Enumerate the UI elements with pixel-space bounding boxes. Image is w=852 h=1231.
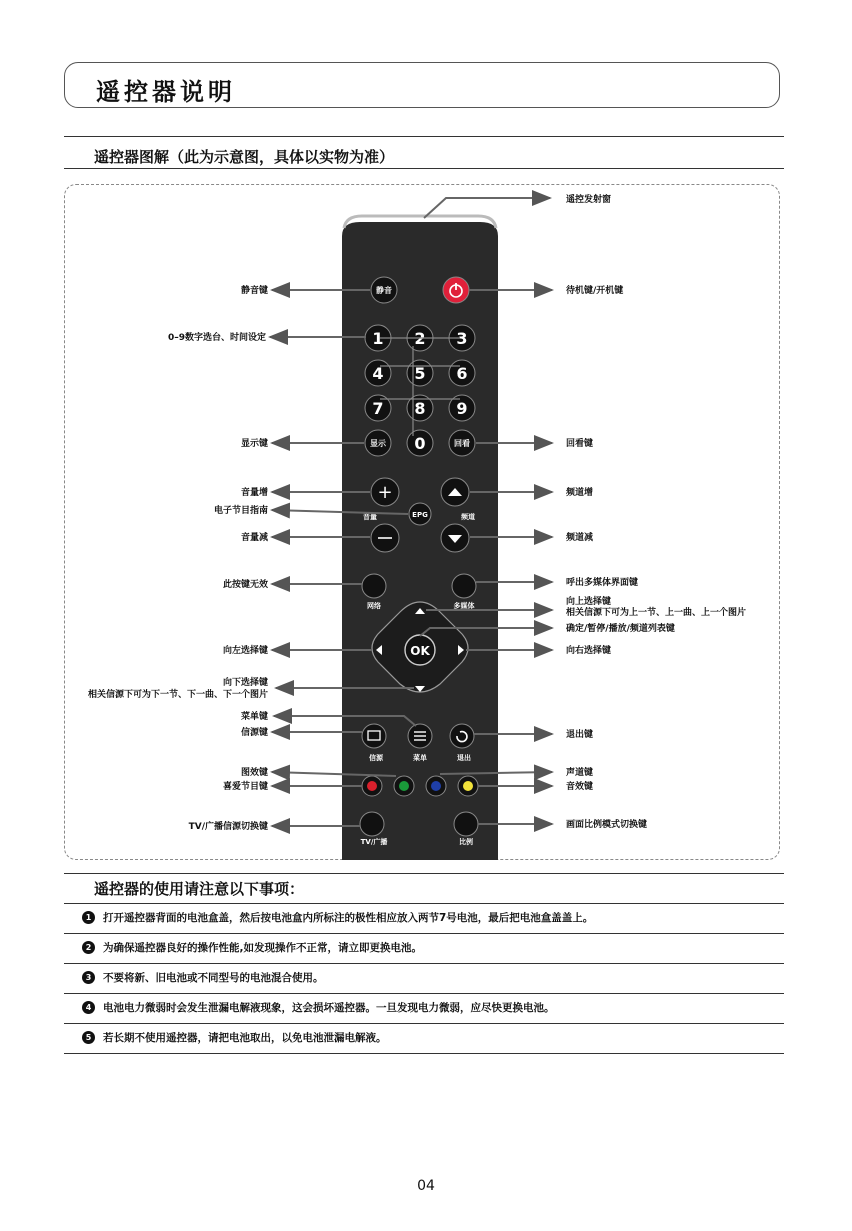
- svg-text:显示: 显示: [370, 439, 386, 448]
- note-item: 1 打开遥控器背面的电池盒盖，然后按电池盒内所标注的极性相应放入两节7号电池，最后把电池盒盖盖上。: [82, 910, 593, 925]
- remote-body: [342, 222, 498, 860]
- svg-text:退出: 退出: [457, 754, 471, 762]
- red-dot: [367, 781, 377, 791]
- label-audio-ch: 声道键: [566, 768, 594, 778]
- green-dot: [399, 781, 409, 791]
- tv-button: [360, 812, 384, 836]
- label-exit: 退出键: [566, 730, 594, 740]
- multimedia-button: [452, 574, 476, 598]
- volume-label: 音量: [363, 513, 377, 521]
- source-button: [362, 724, 386, 748]
- yellow-dot: [463, 781, 473, 791]
- channel-label: 频道: [461, 513, 475, 521]
- svg-text:0: 0: [414, 434, 426, 453]
- svg-text:7: 7: [372, 399, 384, 418]
- network-button: [362, 574, 386, 598]
- svg-text:菜单: 菜单: [413, 754, 427, 762]
- divider: [64, 1023, 784, 1024]
- divider: [64, 993, 784, 994]
- label-ok: 确定/暂停/播放/频道列表键: [566, 624, 675, 634]
- svg-text:5: 5: [414, 364, 426, 383]
- exit-button: [450, 724, 474, 748]
- label-right: 向右选择键: [566, 646, 612, 656]
- page-title: 遥控器说明: [96, 77, 236, 106]
- svg-text:网络: 网络: [367, 602, 381, 610]
- label-picture: 图效键: [240, 768, 268, 778]
- page-number: 04: [417, 1178, 435, 1194]
- svg-text:1: 1: [372, 329, 384, 348]
- svg-text:信源: 信源: [369, 754, 383, 762]
- label-menu: 菜单键: [240, 712, 268, 722]
- section-title: 遥控器图解（此为示意图，具体以实物为准）: [94, 148, 395, 166]
- label-vol-down: 音量减: [240, 533, 268, 543]
- label-ratio: 画面比例模式切换键: [566, 820, 648, 830]
- label-favorite: 喜爱节目键: [222, 782, 268, 792]
- svg-text:多媒体: 多媒体: [453, 602, 475, 610]
- divider: [64, 1053, 784, 1054]
- blue-dot: [431, 781, 441, 791]
- label-recall: 回看键: [566, 439, 594, 449]
- note-item: 3 不要将新、旧电池或不同型号的电池混合使用。: [82, 970, 324, 985]
- label-ch-up: 频道增: [566, 488, 594, 498]
- svg-text:比例: 比例: [459, 838, 473, 846]
- svg-text:3: 3: [456, 329, 468, 348]
- label-digits: 0–9数字选台、时间设定: [167, 333, 266, 343]
- svg-text:TV/广播: TV/广播: [360, 838, 388, 846]
- svg-text:OK: OK: [410, 644, 430, 658]
- divider: [64, 903, 784, 904]
- label-ch-down: 频道减: [566, 533, 594, 543]
- mute-button-label: 静音: [376, 286, 392, 295]
- label-down-1: 向下选择键: [222, 678, 268, 688]
- label-down-2: 相关信源下可为下一节、下一曲、下一个图片: [87, 690, 268, 700]
- svg-text:回看: 回看: [454, 439, 470, 448]
- divider: [64, 873, 784, 874]
- label-source: 信源键: [240, 728, 268, 738]
- label-up-1: 向上选择键: [566, 597, 612, 607]
- svg-text:+: +: [377, 482, 393, 503]
- label-invalid: 此按键无效: [222, 580, 268, 590]
- label-up-2: 相关信源下可为上一节、上一曲、上一个图片: [566, 608, 747, 618]
- svg-text:2: 2: [414, 329, 426, 348]
- svg-text:9: 9: [456, 399, 468, 418]
- note-item: 2 为确保遥控器良好的操作性能,如发现操作不正常，请立即更换电池。: [82, 940, 422, 955]
- label-emitter: 遥控发射窗: [566, 195, 612, 205]
- label-vol-up: 音量增: [240, 488, 268, 498]
- svg-text:EPG: EPG: [412, 511, 428, 519]
- label-sound: 音效键: [566, 782, 594, 792]
- divider: [64, 933, 784, 934]
- label-multimedia: 呼出多媒体界面键: [566, 578, 639, 588]
- label-mute: 静音键: [240, 286, 268, 296]
- label-left: 向左选择键: [222, 646, 268, 656]
- note-item: 4 电池电力微弱时会发生泄漏电解液现象，这会损坏遥控器。一旦发现电力微弱，应尽快更换电池。: [82, 1000, 555, 1015]
- label-power: 待机键/开机键: [566, 286, 624, 296]
- notes-title: 遥控器的使用请注意以下事项：: [94, 880, 305, 898]
- divider: [64, 963, 784, 964]
- ratio-button: [454, 812, 478, 836]
- label-tv: TV/广播信源切换键: [188, 822, 268, 832]
- svg-text:6: 6: [456, 364, 468, 383]
- label-epg: 电子节目指南: [213, 506, 268, 516]
- svg-text:4: 4: [372, 364, 384, 383]
- note-item: 5 若长期不使用遥控器，请把电池取出，以免电池泄漏电解液。: [82, 1030, 387, 1045]
- label-display: 显示键: [240, 439, 268, 449]
- svg-text:8: 8: [414, 399, 426, 418]
